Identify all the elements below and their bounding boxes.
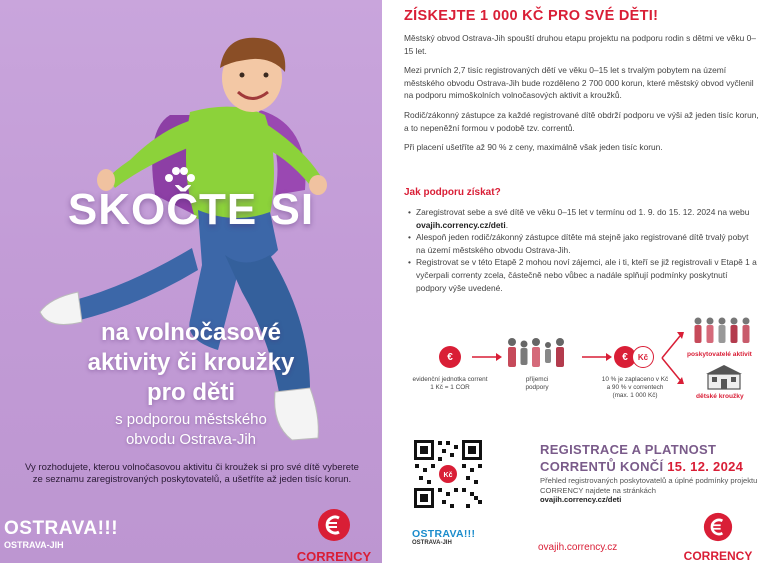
flow-label-providers: poskytovatelé aktivit: [687, 351, 752, 358]
paragraph: Při placení ušetříte až 90 % z ceny, maximálně však jeden tisíc korun.: [404, 142, 663, 153]
poster-panel: [0, 0, 382, 563]
split-arrows-icon: [660, 326, 686, 390]
poster-subheadline: s podporou městského obvodu Ostrava-Jih: [115, 411, 267, 448]
website-link[interactable]: ovajih.corrency.cz: [538, 542, 618, 553]
poster-description: Vy rozhodujete, kterou volnočasovou aktivitu či kroužek si pro své dítě vyberete ze seznamu zaregistrovaných poskytovatelů, a ušetříte až jeden tisíc korun.: [25, 462, 359, 485]
deadline-date: 15. 12. 2024: [667, 459, 744, 474]
corrency-logo: CORRENCY: [680, 512, 756, 563]
registration-link[interactable]: ovajih.corrency.cz/deti: [416, 219, 506, 230]
registration-note-link[interactable]: ovajih.corrency.cz/deti: [540, 495, 622, 505]
people-icon: [506, 336, 568, 376]
info-title: ZÍSKEJTE 1 000 KČ PRO SVÉ DĚTI!: [404, 8, 659, 24]
list-item: • Zaregistrovat sebe a své dítě ve věku 0–15 let v termínu od 1. 9. do 15. 12. 2024 na webu ovajih.corrency.cz/deti.: [408, 206, 760, 231]
arrow-icon: [472, 352, 502, 362]
registration-deadline: REGISTRACE A PLATNOST CORRENTŮ KONČÍ 15. 12. 2024: [540, 442, 744, 474]
corrency-icon: [703, 512, 733, 542]
corrent-coin-icon: €: [614, 346, 636, 368]
providers-icon: [692, 316, 754, 350]
poster-headline: na volnočasové aktivity či kroužky pro děti: [87, 319, 295, 406]
list-item: • Alespoň jeden rodič/zákonný zástupce dítěte má stejně jako registrované dítě trvalý pobyt na území městského obvodu Ostrava-Jih.: [408, 231, 760, 256]
paragraph: Mezi prvních 2,7 tisíc registrovaných dětí ve věku 0–15 let s trvalým pobytem na území městského obvodu Ostrava-Jih bude rozděleno 2 700 000 korun, které městský obvod vyčlenil na podporu mimoškolních volnočasových aktivit a kroužků.: [404, 65, 754, 101]
registration-note: Přehled registrovaných poskytovatelů a úplné podmínky projektu CORRENCY najdete na stránkách ovajih.corrency.cz/deti: [540, 476, 758, 505]
corrency-logo: CORRENCY: [295, 508, 373, 563]
paragraph: Městský obvod Ostrava-Jih spouští druhou etapu projektu na podporu rodin s dětmi ve věku 0–15 let.: [404, 33, 756, 56]
how-to-list: [408, 206, 760, 294]
paragraph: Rodič/zákonný zástupce za každé registrované dítě obdrží podporu ve výši až jeden tisíc korun, a to nepeněžní formou v podobě tzv. correntů.: [404, 109, 759, 133]
svg-text:Kč: Kč: [443, 472, 453, 479]
flow-label-corrent: evidenční jednotka corrent 1 Kč = 1 COR: [412, 376, 488, 391]
ostrava-logo: OSTRAVA!!! OSTRAVA-JIH: [4, 518, 119, 550]
paw-icon: [163, 166, 197, 194]
how-to-title: Jak podporu získat?: [404, 187, 501, 198]
info-paragraphs: [404, 32, 759, 161]
corrency-icon: [317, 508, 351, 542]
list-item: • Registrovat se v této Etapě 2 mohou noví zájemci, ale i ti, kteří se již registrovali v Etapě 1 a vyčerpali correnty zcela, částečně nebo vůbec a nadále splňují podmínky poskytnutí podpory výše uvedené.: [408, 256, 760, 294]
crown-coin-icon: Kč: [632, 346, 654, 368]
flow-label-recipients: příjemci podpory: [525, 376, 549, 391]
flow-label-clubs: dětské kroužky: [696, 393, 744, 400]
corrent-coin-icon: €: [439, 346, 461, 368]
school-building-icon: [704, 364, 744, 390]
ostrava-logo: OSTRAVA!!! OSTRAVA-JIH: [412, 528, 476, 546]
poster-title: SKOČTE SI: [67, 185, 315, 234]
arrow-icon: [582, 352, 612, 362]
qr-code[interactable]: [412, 438, 484, 510]
info-panel: [382, 0, 768, 563]
flow-label-payment: 10 % je zaplaceno v Kč a 90 % v correntech (max. 1 000 Kč): [601, 376, 669, 399]
flow-diagram: [382, 312, 768, 412]
